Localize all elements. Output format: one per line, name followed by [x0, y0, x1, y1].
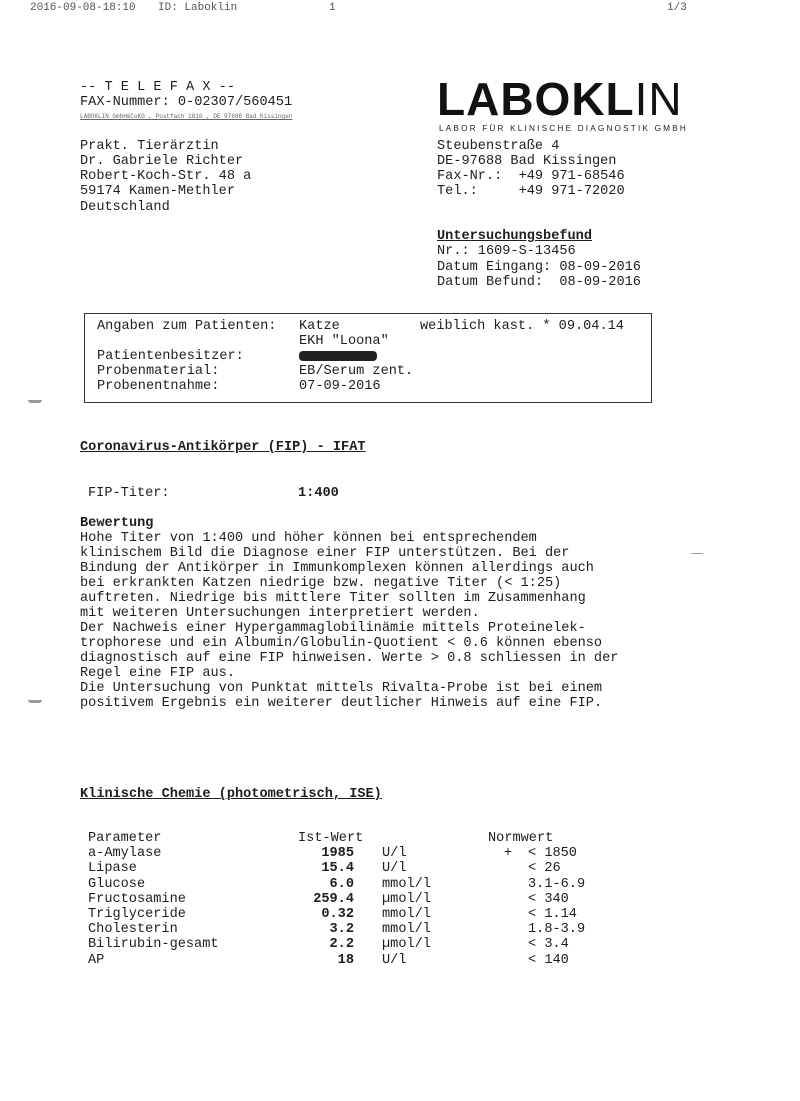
param-name: Bilirubin-gesamt [88, 937, 219, 953]
table-row [88, 846, 585, 861]
label-sample-date: Probenentnahme: [97, 379, 220, 394]
recipient-line-3: Robert-Koch-Str. 48 a [80, 169, 252, 184]
param-unit: mmol/l [382, 922, 431, 938]
fax-page-number: 1 [329, 2, 336, 14]
table-row [88, 892, 585, 907]
chemistry-table [88, 831, 585, 968]
param-reference: < 3.4 [528, 937, 569, 953]
patient-sex-birth: weiblich kast. * 09.04.14 [420, 319, 624, 334]
param-value: 18 [337, 952, 354, 968]
param-unit: U/l [382, 952, 407, 968]
table-row [88, 922, 585, 937]
bewertung-line: Der Nachweis einer Hypergammaglobilinämie mittels Proteinelek- [80, 621, 586, 636]
param-value: 259.4 [313, 891, 354, 907]
param-name: Cholesterin [88, 922, 178, 938]
col-header-actual: Ist-Wert [298, 831, 364, 846]
param-value: 1985 [321, 846, 354, 862]
param-flag [478, 907, 512, 922]
punch-mark [28, 400, 42, 403]
col-header-parameter: Parameter [88, 831, 162, 846]
param-reference: 3.1-6.9 [528, 876, 586, 892]
bewertung-line: positivem Ergebnis ein weiterer deutlicher Hinweis auf eine FIP. [80, 696, 603, 711]
param-value: 15.4 [321, 861, 354, 877]
bewertung-line: mit weiteren Untersuchungen interpretiert werden. [80, 606, 480, 621]
bewertung-line: auftreten. Niedrige bis mittlere Titer sollten im Zusammenhang [80, 591, 586, 606]
param-flag [478, 937, 512, 952]
param-name: Glucose [88, 876, 146, 892]
param-reference: < 26 [528, 861, 561, 877]
param-value: 6.0 [329, 876, 354, 892]
param-flag [478, 861, 512, 876]
param-unit: U/l [382, 861, 407, 877]
fip-titer-value: 1:400 [298, 486, 339, 501]
param-value: 2.2 [329, 937, 354, 953]
lab-fax: Fax-Nr.: +49 971-68546 [437, 169, 625, 184]
param-reference: < 340 [528, 891, 569, 907]
bewertung-line: trophorese und ein Albumin/Globulin-Quotient < 0.6 können ebenso [80, 636, 603, 651]
table-row [88, 907, 585, 922]
param-reference: < 1.14 [528, 907, 577, 923]
col-header-reference: Normwert [488, 831, 554, 846]
param-name: Fructosamine [88, 891, 186, 907]
param-flag [478, 877, 512, 892]
return-address: LABOKLIN GmbH&CoKG , Postfach 1810 , DE 97688 Bad Kissingen [80, 113, 293, 120]
fax-id: ID: Laboklin [158, 2, 238, 14]
punch-mark [28, 700, 42, 703]
param-flag [478, 892, 512, 907]
owner-redaction [299, 351, 377, 361]
bewertung-line: Die Untersuchung von Punktat mittels Rivalta-Probe ist bei einem [80, 681, 603, 696]
bewertung-line: Hohe Titer von 1:400 und höher können bei entsprechendem [80, 531, 537, 546]
recipient-line-1: Prakt. Tierärztin [80, 139, 219, 154]
param-unit: µmol/l [382, 937, 431, 953]
fax-page-total: 1/3 [667, 2, 687, 14]
telefax-label: -- T E L E F A X -- [80, 80, 235, 95]
recipient-line-4: 59174 Kamen-Methler [80, 184, 235, 199]
param-unit: mmol/l [382, 876, 431, 892]
param-reference: < 1850 [528, 846, 577, 862]
lab-city: DE-97688 Bad Kissingen [437, 154, 617, 169]
param-reference: 1.8-3.9 [528, 922, 586, 938]
logo-bold-text: LABOKL [437, 73, 635, 125]
report-title: Untersuchungsbefund [437, 229, 592, 244]
bewertung-line: diagnostisch auf eine FIP hinweisen. Werte > 0.8 schliessen in der [80, 651, 619, 666]
table-row [88, 937, 585, 952]
bewertung-heading: Bewertung [80, 516, 154, 531]
lab-phone: Tel.: +49 971-72020 [437, 184, 625, 199]
param-name: Triglyceride [88, 907, 186, 923]
label-owner: Patientenbesitzer: [97, 349, 244, 364]
param-reference: < 140 [528, 952, 569, 968]
param-value: 0.32 [321, 907, 354, 923]
report-number: Nr.: 1609-S-13456 [437, 244, 576, 259]
table-header-row [88, 831, 585, 846]
recipient-line-2: Dr. Gabriele Richter [80, 154, 244, 169]
param-unit: µmol/l [382, 891, 431, 907]
fax-number: FAX-Nummer: 0-02307/560451 [80, 95, 293, 110]
fax-timestamp: 2016-09-08-18:10 [30, 2, 136, 14]
table-row [88, 953, 585, 968]
patient-species: Katze [299, 319, 340, 334]
chemie-heading: Klinische Chemie (photometrisch, ISE) [80, 787, 382, 802]
fip-heading: Coronavirus-Antikörper (FIP) - IFAT [80, 440, 366, 455]
date-received: Datum Eingang: 08-09-2016 [437, 260, 641, 275]
fip-titer-label: FIP-Titer: [88, 486, 170, 501]
label-sample-material: Probenmaterial: [97, 364, 220, 379]
table-row [88, 877, 585, 892]
bewertung-line: bei erkrankten Katzen niedrige bzw. negative Titer (< 1:25) [80, 576, 562, 591]
bewertung-line: Regel eine FIP aus. [80, 666, 235, 681]
laboklin-logo [437, 73, 683, 125]
param-flag: + [503, 846, 512, 862]
param-unit: U/l [382, 846, 407, 862]
param-name: a-Amylase [88, 846, 162, 862]
table-row [88, 861, 585, 876]
sample-material: EB/Serum zent. [299, 364, 414, 379]
patient-name: EKH "Loona" [299, 334, 389, 349]
bewertung-line: Bindung der Antikörper in Immunkomplexen können allerdings auch [80, 561, 594, 576]
param-name: Lipase [88, 861, 137, 877]
label-patient-details: Angaben zum Patienten: [97, 319, 277, 334]
lab-street: Steubenstraße 4 [437, 139, 560, 154]
logo-subtitle: LABOR FÜR KLINISCHE DIAGNOSTIK GMBH [439, 124, 688, 133]
scan-speck [690, 553, 704, 554]
bewertung-line: klinischem Bild die Diagnose einer FIP unterstützen. Bei der [80, 546, 570, 561]
param-name: AP [88, 952, 105, 968]
param-value: 3.2 [329, 922, 354, 938]
param-flag [478, 922, 512, 937]
logo-thin-text: IN [634, 73, 683, 125]
date-report: Datum Befund: 08-09-2016 [437, 275, 641, 290]
param-unit: mmol/l [382, 907, 431, 923]
param-flag [478, 953, 512, 968]
recipient-line-5: Deutschland [80, 200, 170, 215]
sample-date: 07-09-2016 [299, 379, 381, 394]
